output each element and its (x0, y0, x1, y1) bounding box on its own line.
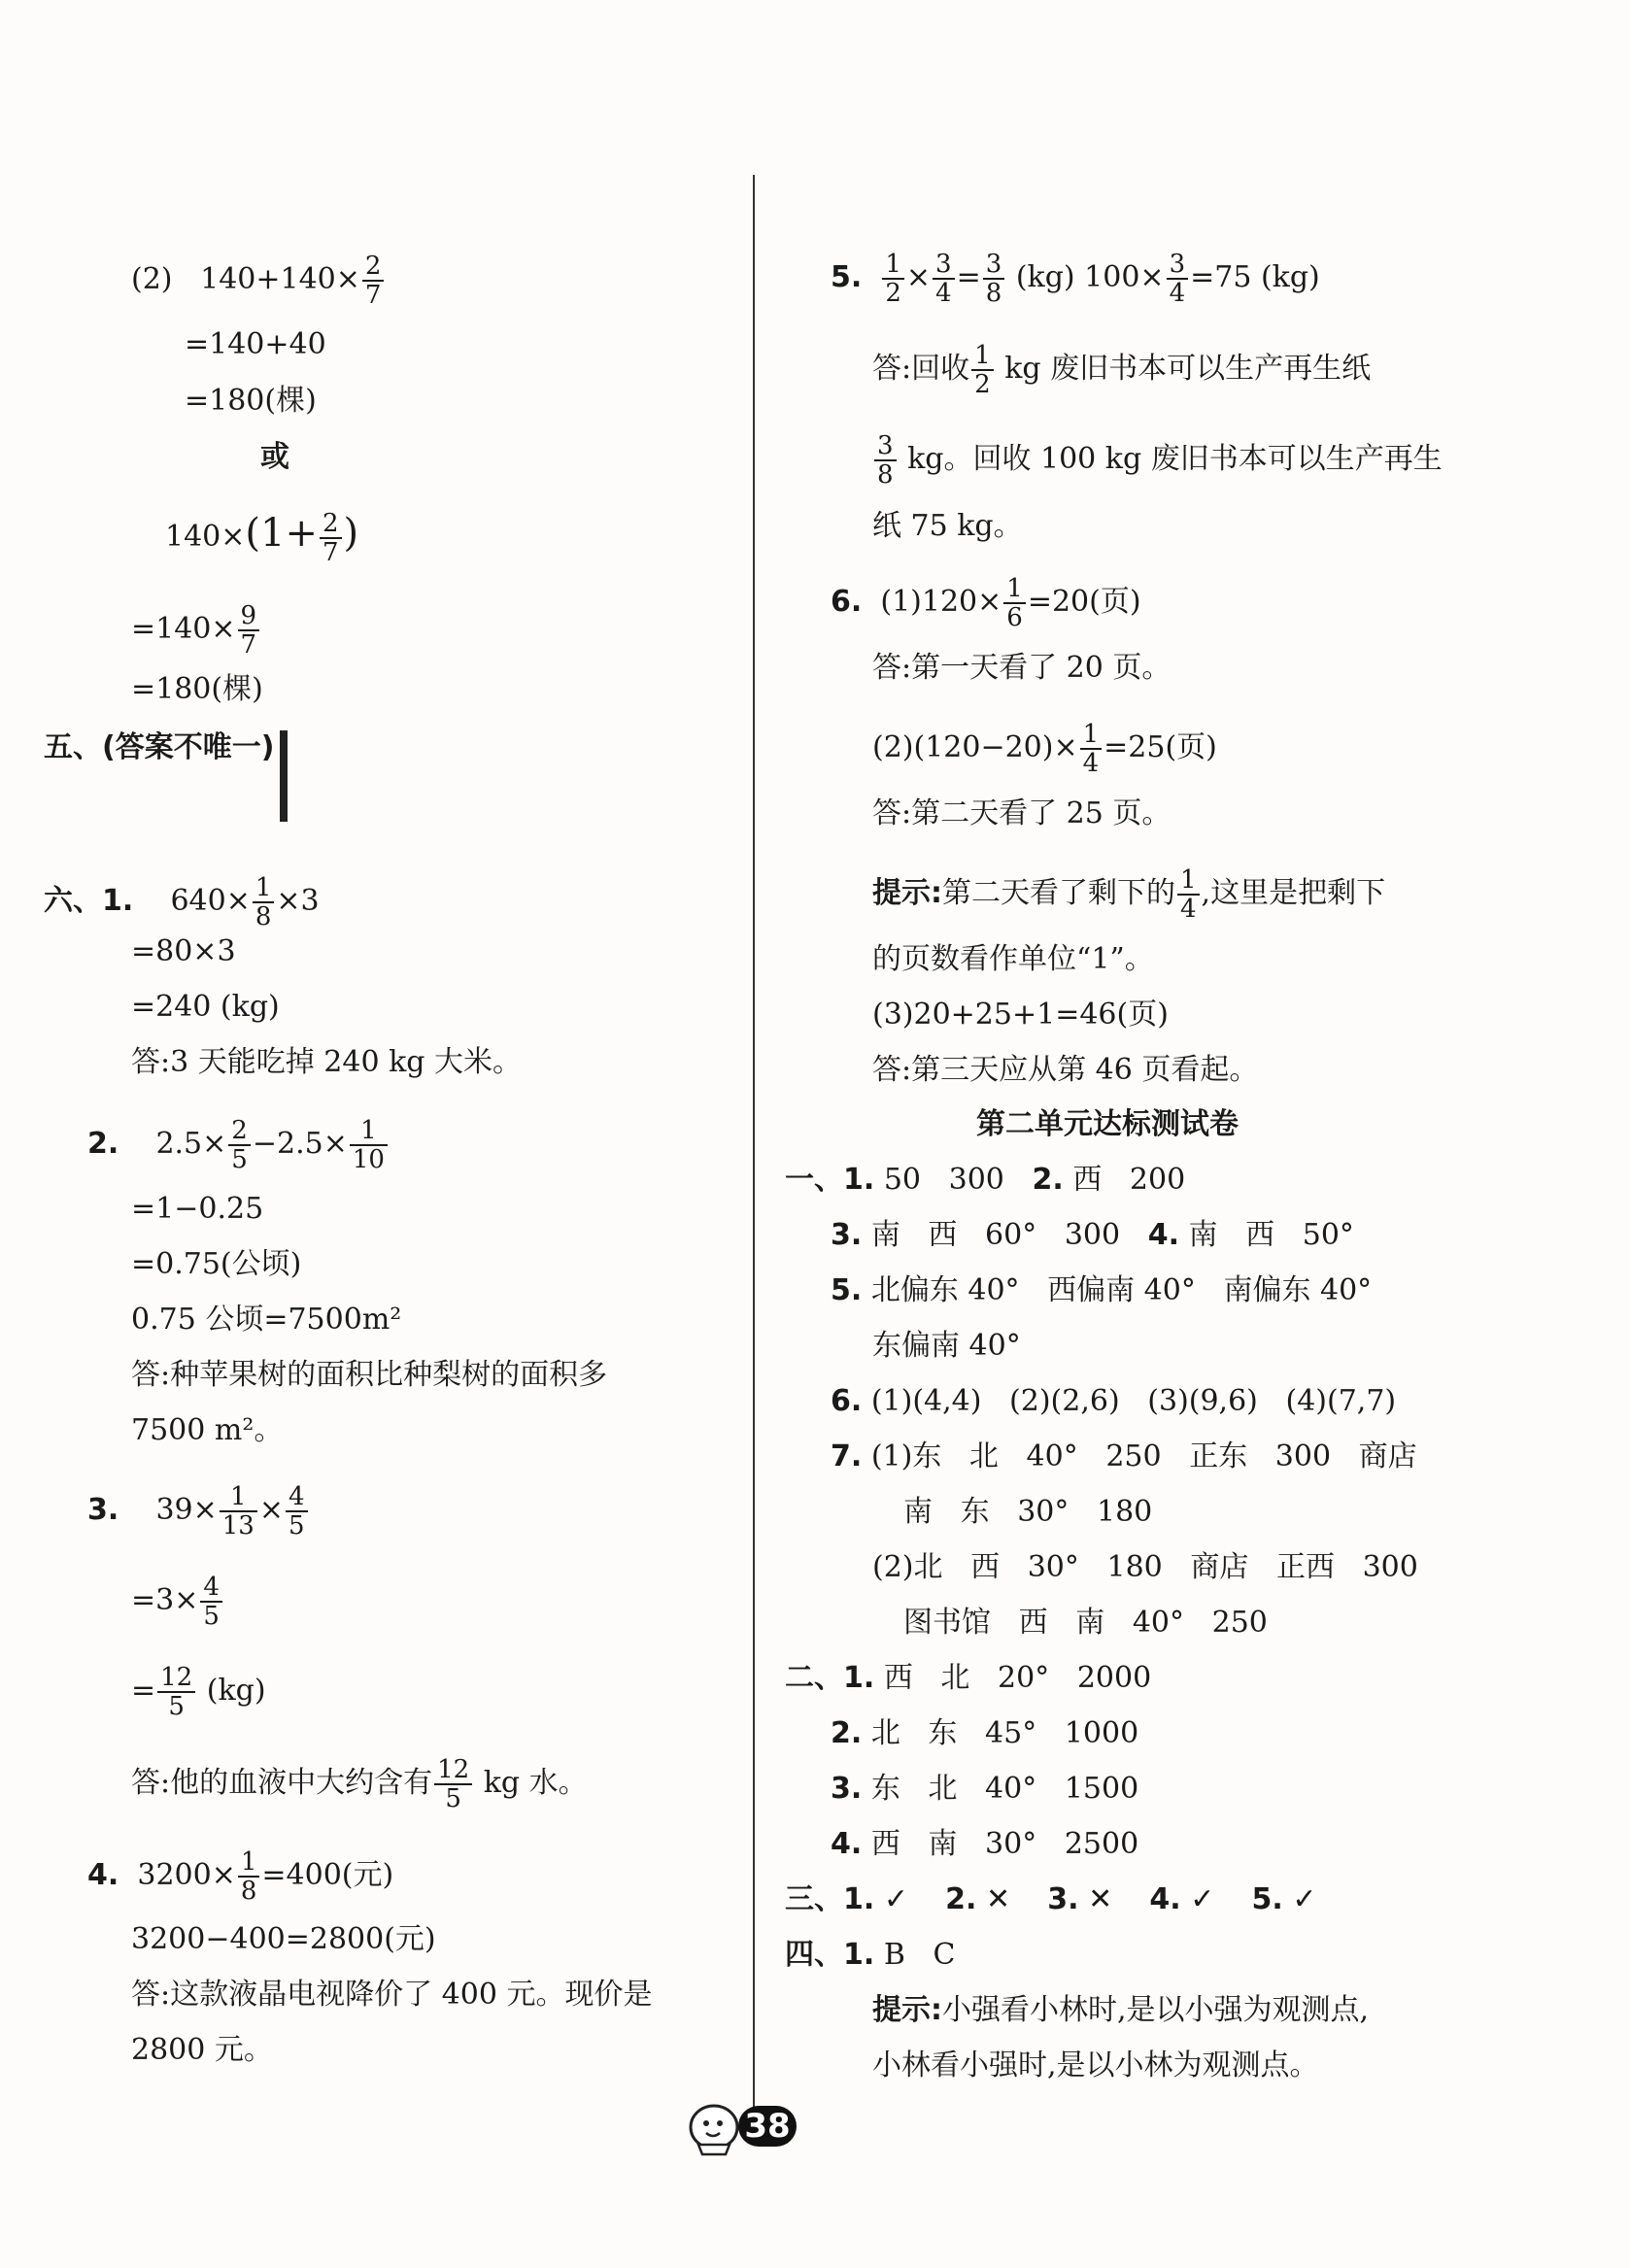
r5-c: =75 (kg) (1190, 260, 1320, 294)
fraction (157, 1664, 195, 1720)
fraction (1177, 866, 1200, 923)
s3-b: × (258, 1493, 284, 1527)
denominator: 10 (352, 1145, 385, 1174)
one-5-answer-a: 北偏东 40° 西偏南 40° 南偏东 40° (870, 1273, 1373, 1307)
s4-label: 4. (87, 1858, 119, 1892)
two-1 (785, 1659, 1151, 1698)
equals: = (956, 260, 981, 294)
denominator: 8 (240, 1877, 257, 1906)
q2-alt-step2: =180(棵) (131, 672, 263, 706)
s1-a: 640× (170, 884, 251, 918)
one-3-4 (831, 1216, 1354, 1255)
numerator: 1 (350, 1117, 388, 1146)
r6-label: 6. (831, 585, 863, 619)
s3-step1 (131, 1574, 224, 1630)
denominator: 6 (1006, 603, 1023, 632)
s2-a: 2.5× (155, 1127, 227, 1161)
section-six-label: 六、1. (44, 884, 134, 918)
denominator: 5 (203, 1602, 220, 1631)
numerator: 3 (874, 432, 897, 461)
r6-a: (1)120× (880, 585, 1002, 619)
s3-answer-b: kg 水。 (483, 1766, 588, 1800)
r5-b: (kg) 100× (1015, 260, 1165, 294)
numerator: 1 (238, 1848, 260, 1878)
numerator: 12 (434, 1756, 472, 1785)
section-three-label: 三、1. (785, 1882, 875, 1916)
r6-hint (872, 866, 1385, 923)
q2-alt-paren: (1+ (245, 511, 318, 556)
denominator: 4 (935, 279, 952, 308)
two-4-answer: 西 南 30° 2500 (870, 1827, 1139, 1861)
two-3 (831, 1770, 1138, 1809)
denominator: 2 (885, 279, 901, 308)
numerator: 3 (983, 251, 1005, 280)
s4-answer-2: 2800 元。 (131, 2033, 273, 2067)
fraction (1167, 251, 1189, 307)
r6-1-expr (831, 575, 1141, 631)
fraction (882, 251, 904, 307)
numerator: 4 (200, 1574, 222, 1603)
one-2-answer: 西 200 (1072, 1163, 1186, 1197)
r6-answer-3: 答:第三天应从第 46 页看起。 (872, 1053, 1259, 1087)
fraction (350, 1117, 388, 1173)
two-1-answer: 西 北 20° 2000 (883, 1661, 1152, 1695)
q2-expr (131, 253, 386, 309)
one-6 (831, 1382, 1396, 1421)
r6-c: (2)(120−20)× (872, 730, 1078, 764)
four-1-answer: B C (883, 1938, 956, 1972)
denominator: 7 (364, 281, 382, 310)
s3-answer (131, 1756, 588, 1812)
s3-step2 (131, 1664, 266, 1720)
s1-b: ×3 (276, 884, 320, 918)
one-5 (831, 1271, 1372, 1310)
denominator: 7 (322, 538, 339, 567)
fraction (200, 1574, 222, 1630)
two-2 (831, 1714, 1138, 1753)
numerator: 1 (1003, 575, 1026, 604)
one-7-answer-a: (1)东 北 40° 250 正东 300 商店 (870, 1439, 1417, 1473)
check-icon: ✓ (883, 1882, 908, 1916)
one-3-label: 3. (831, 1218, 863, 1252)
s3-step1-text: =3× (131, 1583, 199, 1617)
one-2-label: 2. (1032, 1163, 1064, 1197)
four-hint-a: 小强看小林时,是以小强为观测点, (942, 1993, 1370, 2027)
q2-step2: =180(棵) (185, 384, 317, 418)
s3-label: 3. (87, 1493, 119, 1527)
fraction (220, 1483, 257, 1540)
denominator: 5 (168, 1692, 185, 1721)
s2-step3: 0.75 公顷=7500m² (131, 1303, 402, 1337)
two-3-answer: 东 北 40° 1500 (870, 1772, 1139, 1806)
numerator: 1 (220, 1483, 257, 1512)
fraction (434, 1756, 472, 1812)
r6-answer-2: 答:第二天看了 25 页。 (872, 796, 1172, 830)
section-one-label: 一、1. (785, 1163, 875, 1197)
numerator: 1 (1080, 721, 1103, 750)
four-hint (872, 1991, 1369, 2030)
s4-answer-1: 答:这款液晶电视降价了 400 元。现价是 (131, 1978, 653, 2012)
two-2-label: 2. (831, 1716, 863, 1750)
one-7b: 南 东 30° 180 (903, 1495, 1153, 1529)
numerator: 4 (286, 1483, 308, 1512)
check-icon: ✓ (1292, 1882, 1317, 1916)
fraction (971, 342, 994, 398)
four-hint-2: 小林看小强时,是以小林为观测点。 (872, 2048, 1319, 2082)
section-two-label: 二、1. (785, 1661, 875, 1695)
s4-expr (87, 1848, 393, 1905)
q2-alt-expr (165, 510, 358, 566)
one-5b: 东偏南 40° (872, 1329, 1021, 1363)
s2-answer-2: 7500 m²。 (131, 1413, 284, 1447)
s4-step1: 3200−400=2800(元) (131, 1922, 436, 1956)
unit-title: 第二单元达标测试卷 (976, 1107, 1239, 1141)
fraction (874, 432, 897, 489)
cross-icon: ✕ (985, 1882, 1011, 1916)
denominator: 4 (1169, 279, 1186, 308)
numerator: 2 (228, 1117, 251, 1146)
one-7 (831, 1438, 1417, 1476)
s1-step2: =240 (kg) (131, 990, 280, 1024)
section-five-label: 五、(答案不唯一) (44, 730, 275, 764)
r5-label: 5. (831, 260, 863, 294)
q2-alt-step1 (131, 602, 261, 659)
shaded-grid (280, 730, 288, 822)
section-four-label: 四、1. (785, 1938, 875, 1972)
grid-cell (285, 731, 287, 776)
numerator: 1 (971, 342, 994, 371)
one-1-2 (785, 1161, 1185, 1200)
s1-answer: 答:3 天能吃掉 240 kg 大米。 (131, 1045, 522, 1079)
hint-label: 提示: (872, 876, 942, 910)
fraction (1003, 575, 1026, 631)
r5-answer-2-text: kg。回收 100 kg 废旧书本可以生产再生 (907, 442, 1443, 476)
q2-expr-text: 140+140× (200, 262, 360, 296)
fraction (228, 1117, 251, 1173)
s1-step1: =80×3 (131, 934, 236, 968)
s2-label: 2. (87, 1127, 119, 1161)
hint-label: 提示: (872, 1993, 942, 2027)
denominator: 8 (255, 902, 272, 931)
s2-b: −2.5× (252, 1127, 348, 1161)
numerator: 9 (238, 602, 260, 631)
three-4-label: 4. (1149, 1882, 1181, 1916)
s2-answer-1: 答:种苹果树的面积比种梨树的面积多 (131, 1358, 608, 1392)
one-7d: 图书馆 西 南 40° 250 (903, 1606, 1268, 1640)
column-divider (753, 175, 755, 2108)
fraction (933, 251, 955, 307)
s3-a: 39× (155, 1493, 218, 1527)
s3-step2-eq: = (131, 1674, 156, 1708)
s3-answer-a: 答:他的血液中大约含有 (131, 1766, 433, 1800)
numerator: 1 (1177, 866, 1200, 896)
times: × (905, 260, 932, 294)
r6-answer-1: 答:第一天看了 20 页。 (872, 651, 1172, 685)
numerator: 3 (933, 251, 955, 280)
r6-hint-a: 第二天看了剩下的 (942, 876, 1175, 910)
three-2-label: 2. (945, 1882, 977, 1916)
r5-expr (831, 251, 1320, 307)
one-1-answer: 50 300 (883, 1163, 1004, 1197)
numerator: 2 (320, 510, 342, 539)
r5-answer-1 (872, 342, 1371, 398)
one-5-label: 5. (831, 1273, 863, 1307)
q2-alt-a: 140× (165, 520, 246, 554)
fraction (362, 253, 385, 309)
r5-answer-2 (872, 432, 1443, 489)
one-4-answer: 南 西 50° (1188, 1218, 1354, 1252)
numerator: 1 (253, 874, 275, 903)
s3-step2-unit: (kg) (206, 1674, 266, 1708)
numerator: 1 (882, 251, 904, 280)
one-7c: (2)北 西 30° 180 商店 正西 300 (872, 1550, 1418, 1584)
q2-alt-close-paren: ) (343, 511, 359, 556)
four-1 (785, 1936, 955, 1975)
two-2-answer: 北 东 45° 1000 (870, 1716, 1139, 1750)
cross-icon: ✕ (1088, 1882, 1113, 1916)
six-1-expr (44, 874, 320, 931)
two-3-label: 3. (831, 1772, 863, 1806)
fraction (320, 510, 342, 566)
denominator: 4 (1082, 749, 1100, 778)
two-4 (831, 1825, 1138, 1864)
s3-expr (87, 1483, 310, 1540)
fraction (253, 874, 275, 931)
one-6-label: 6. (831, 1384, 863, 1418)
three-3-label: 3. (1047, 1882, 1079, 1916)
r6-3-expr: (3)20+25+1=46(页) (872, 998, 1169, 1032)
q2-alt-step1-text: =140× (131, 612, 236, 646)
numerator: 2 (362, 253, 385, 282)
one-3-answer: 南 西 60° 300 (870, 1218, 1121, 1252)
s2-step1: =1−0.25 (131, 1192, 264, 1226)
r6-d: =25(页) (1104, 730, 1217, 764)
denominator: 5 (288, 1511, 305, 1540)
three-5-label: 5. (1251, 1882, 1283, 1916)
three (785, 1880, 1316, 1919)
page-number: 38 (738, 2106, 797, 2147)
r5-answer-1a: 答:回收 (872, 352, 970, 386)
fraction (238, 602, 260, 659)
one-7-label: 7. (831, 1439, 863, 1473)
fraction (1080, 721, 1103, 777)
denominator: 5 (445, 1784, 461, 1813)
or-text: 或 (260, 440, 289, 474)
one-4-label: 4. (1147, 1218, 1179, 1252)
r5-answer-3: 纸 75 kg。 (872, 509, 1023, 543)
denominator: 7 (240, 630, 257, 660)
denominator: 13 (221, 1511, 255, 1540)
r6-2-expr (872, 721, 1217, 777)
r5-answer-1b: kg 废旧书本可以生产再生纸 (1004, 352, 1372, 386)
fraction (983, 251, 1005, 307)
grid-cell (285, 776, 287, 821)
check-icon: ✓ (1190, 1882, 1215, 1916)
denominator: 5 (231, 1145, 248, 1174)
denominator: 4 (1180, 895, 1197, 924)
s4-b: =400(元) (261, 1858, 394, 1892)
s2-expr (87, 1117, 390, 1173)
q2-label: (2) (131, 262, 173, 296)
denominator: 8 (877, 460, 894, 490)
two-4-label: 4. (831, 1827, 863, 1861)
q2-step1: =140+40 (185, 327, 326, 361)
denominator: 2 (974, 370, 991, 399)
r6-b: =20(页) (1027, 585, 1141, 619)
r6-hint-2: 的页数看作单位“1”。 (872, 942, 1154, 976)
r6-hint-b: ,这里是把剩下 (1201, 876, 1386, 910)
numerator: 12 (157, 1664, 195, 1693)
numerator: 3 (1167, 251, 1189, 280)
s2-step2: =0.75(公顷) (131, 1247, 302, 1281)
s4-a: 3200× (137, 1858, 236, 1892)
one-6-answer: (1)(4,4) (2)(2,6) (3)(9,6) (4)(7,7) (870, 1384, 1397, 1418)
fraction (286, 1483, 308, 1540)
denominator: 8 (985, 279, 1002, 308)
fraction (238, 1848, 260, 1905)
